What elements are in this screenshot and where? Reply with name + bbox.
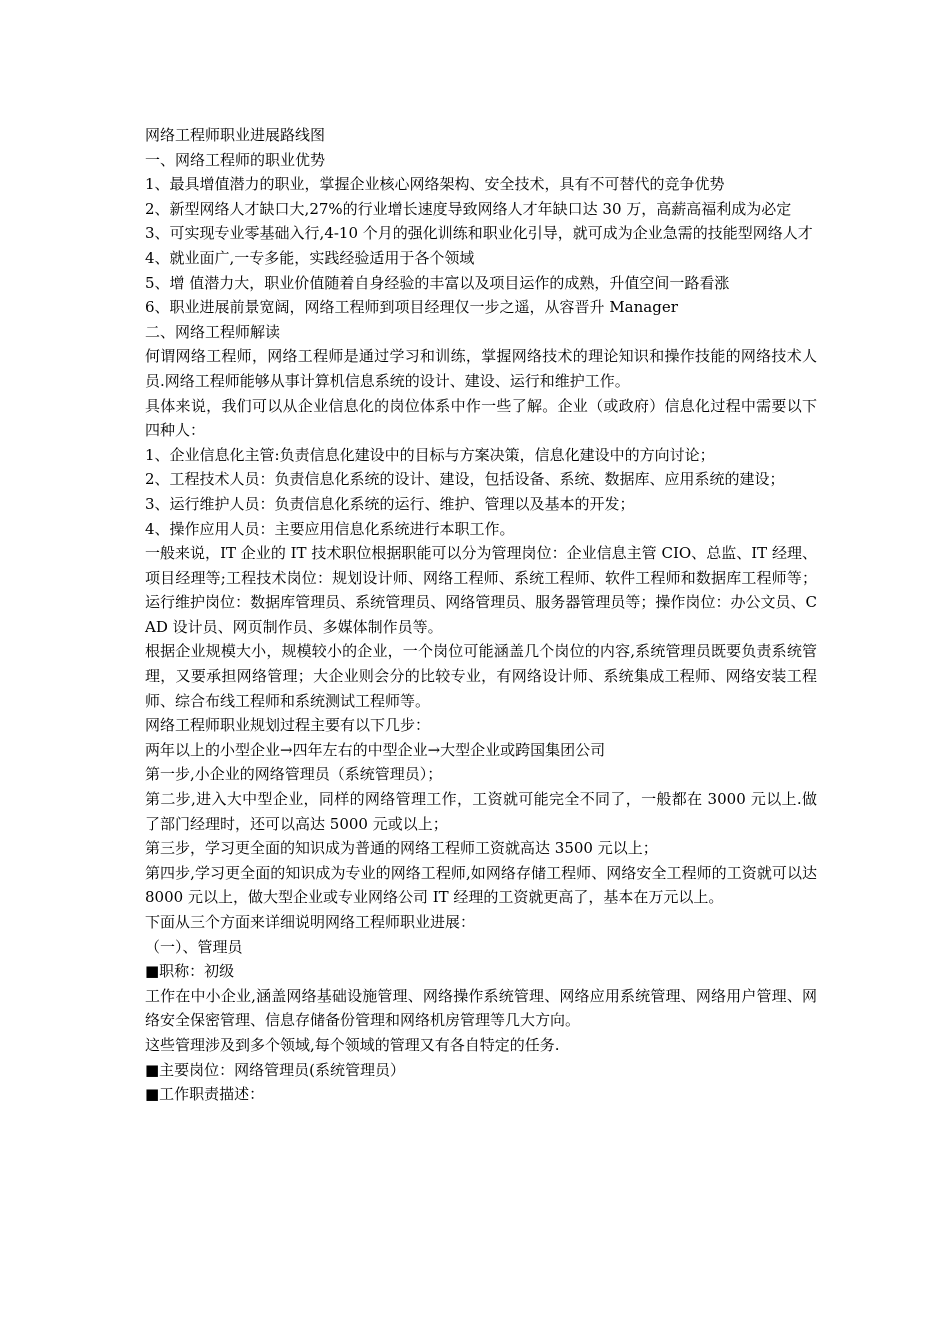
bullet-item: ■职称：初级 — [145, 962, 235, 981]
list-item: 3、可实现专业零基础入行,4-10 个月的强化训练和职业化引导，就可成为企业急需的技能型网络人才 — [145, 224, 813, 243]
body-paragraph: 工作在中小企业,涵盖网络基础设施管理、网络操作系统管理、网络应用系统管理、网络用户管理、网络安全保密管理、信息存储备份管理和网络机房管理等几大方向。 — [145, 986, 817, 1030]
body-paragraph: 具体来说，我们可以从企业信息化的岗位体系中作一些了解。企业（或政府）信息化过程中需要以下四种人： — [145, 396, 817, 440]
section-heading: 一、网络工程师的职业优势 — [145, 150, 326, 169]
subsection-heading: （一）、管理员 — [145, 937, 243, 956]
list-item: 5、增 值潜力大，职业价值随着自身经验的丰富以及项目运作的成熟，升值空间一路看涨 — [145, 273, 730, 292]
body-paragraph: 网络工程师职业规划过程主要有以下几步： — [145, 716, 431, 735]
step-item: 第一步,小企业的网络管理员（系统管理员）； — [145, 765, 443, 784]
doc-title: 网络工程师职业进展路线图 — [145, 126, 326, 144]
document-body — [145, 123, 817, 1107]
bullet-item: ■主要岗位：网络管理员(系统管理员） — [145, 1060, 406, 1079]
list-item: 3、运行维护人员：负责信息化系统的运行、维护、管理以及基本的开发； — [145, 494, 635, 513]
list-item: 2、工程技术人员：负责信息化系统的设计、建设，包括设备、系统、数据库、应用系统的建设； — [145, 470, 785, 489]
section-heading: 二、网络工程师解读 — [145, 322, 281, 341]
body-paragraph: 下面从三个方面来详细说明网络工程师职业进展： — [145, 913, 476, 931]
body-paragraph: 根据企业规模大小，规模较小的企业，一个岗位可能涵盖几个岗位的内容,系统管理员既要负责系统管理，又要承担网络管理；大企业则会分的比较专业，有网络设计师、系统集成工程师、网络安装工程师、综合布线工程师和系统测试工程师等。 — [145, 642, 817, 710]
list-item: 2、新型网络人才缺口大,27%的行业增长速度导致网络人才年缺口达 30 万，高薪高福利成为必定 — [145, 199, 792, 218]
body-paragraph: 一般来说，IT 企业的 IT 技术职位根据职能可以分为管理岗位：企业信息主管 CIO、总监、IT 经理、项目经理等;工程技术岗位：规划设计师、网络工程师、系统工程师、软件工程师和数据库工程师等；运行维护岗位：数据库管理员、系统管理员、网络管理员、服务器管理员等；操作岗位：办公文员、CAD 设计员、网页制作员、多媒体制作员等。 — [145, 544, 817, 636]
list-item: 4、操作应用人员：主要应用信息化系统进行本职工作。 — [145, 519, 515, 538]
step-item: 第二步,进入大中型企业，同样的网络管理工作，工资就可能完全不同了，一般都在 3000 元以上.做了部门经理时，还可以高达 5000 元或以上； — [145, 790, 817, 833]
list-item: 4、就业面广,一专多能，实践经验适用于各个领域 — [145, 248, 475, 267]
step-item: 第四步,学习更全面的知识成为专业的网络工程师,如网络存储工程师、网络安全工程师的工资就可以达 8000 元以上，做大型企业或专业网络公司 IT 经理的工资就更高了，基本在万元以上。 — [145, 863, 817, 907]
body-paragraph: 这些管理涉及到多个领域,每个领域的管理又有各自特定的任务. — [145, 1035, 560, 1054]
list-item: 6、职业进展前景宽阔，网络工程师到项目经理仅一步之遥，从容晋升 Manager — [145, 298, 678, 317]
bullet-item: ■工作职责描述： — [145, 1085, 265, 1104]
body-paragraph: 两年以上的小型企业→四年左右的中型企业→大型企业或跨国集团公司 — [145, 740, 606, 759]
step-item: 第三步，学习更全面的知识成为普通的网络工程师工资就高达 3500 元以上； — [145, 839, 658, 858]
list-item: 1、企业信息化主管:负责信息化建设中的目标与方案决策，信息化建设中的方向讨论； — [145, 445, 715, 464]
list-item: 1、最具增值潜力的职业，掌握企业核心网络架构、安全技术，具有不可替代的竞争优势 — [145, 175, 725, 194]
body-paragraph: 何谓网络工程师，网络工程师是通过学习和训练，掌握网络技术的理论知识和操作技能的网络技术人员.网络工程师能够从事计算机信息系统的设计、建设、运行和维护工作。 — [145, 347, 817, 390]
